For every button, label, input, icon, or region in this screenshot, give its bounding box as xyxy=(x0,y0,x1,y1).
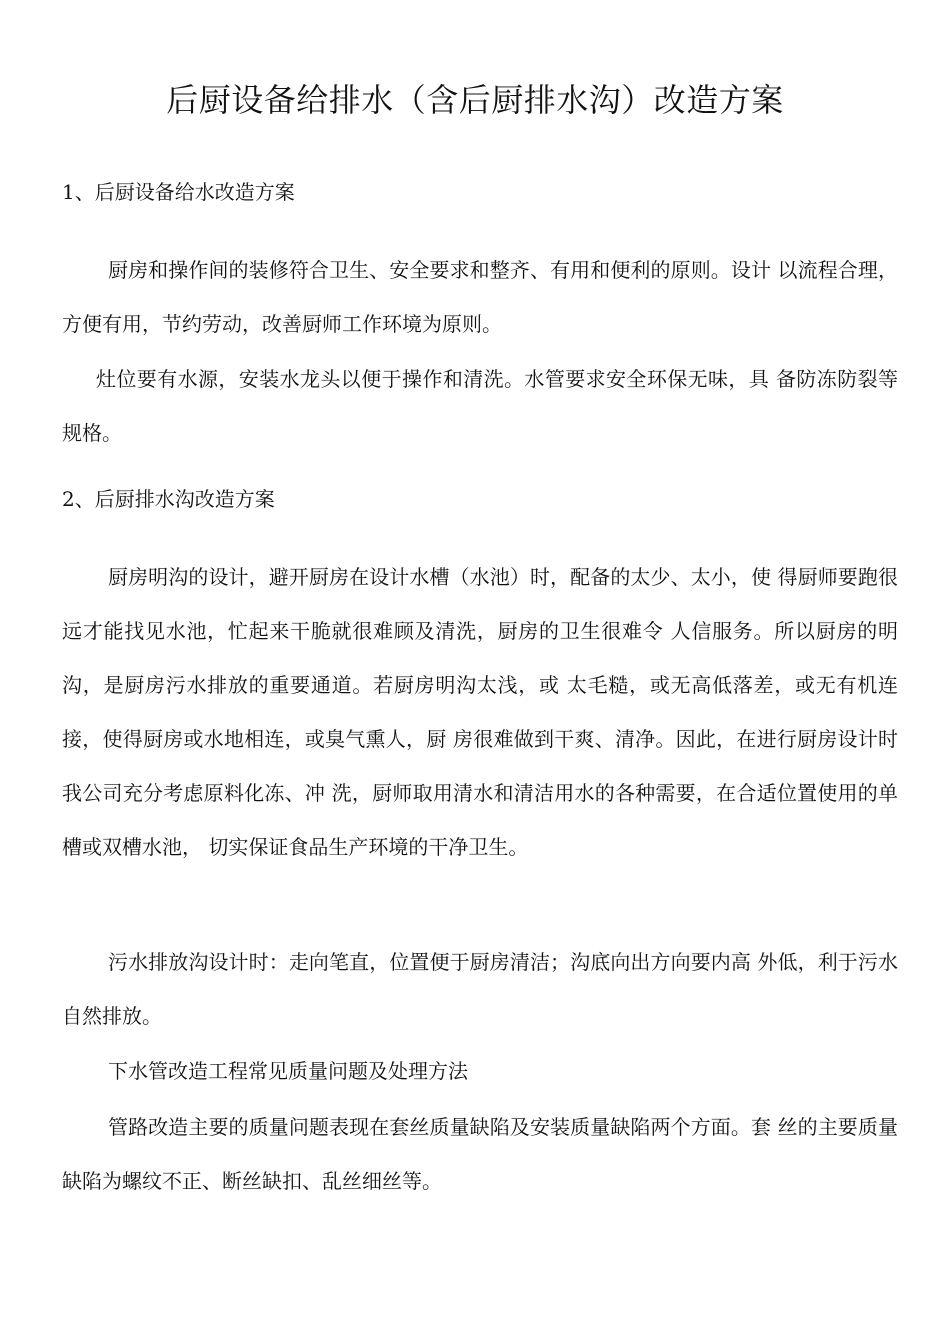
document-title: 后厨设备给排水（含后厨排水沟）改造方案 xyxy=(166,81,784,119)
section-2-paragraph-2: 污水排放沟设计时：走向笔直，位置便于厨房清洁；沟底向出方向要内高 外低，利于污水自然排放。 xyxy=(62,950,898,1028)
section-2-paragraph-1: 厨房明沟的设计，避开厨房在设计水槽（水池）时，配备的太少、太小，使 得厨师要跑很远才能找见水池，忙起来干脆就很难顾及清洗，厨房的卫生很难令 人信服务。所以厨房的明沟，是厨房污水排放的重要通道。若厨房明沟太浅，或 太毛糙，或无高低落差，或无有机连接，使得厨房或水地相连，或臭气熏人，厨 房很难做到干爽、清净。因此，在进行厨房设计时我公司充分考虑原料化冻、冲 洗，厨师取用清水和清洁用水的各种需要，在合适位置使用的单槽或双槽水池， 切实保证食品生产环境的干净卫生。 xyxy=(62,565,898,859)
section-2-subheading: 下水管改造工程常见质量问题及处理方法 xyxy=(108,1059,468,1083)
section-2-paragraph-3: 管路改造主要的质量问题表现在套丝质量缺陷及安装质量缺陷两个方面。套 丝的主要质量缺陷为螺纹不正、断丝缺扣、乱丝细丝等。 xyxy=(62,1115,898,1193)
section-2-heading: 2、后厨排水沟改造方案 xyxy=(62,487,275,511)
section-1-paragraph-1: 厨房和操作间的装修符合卫生、安全要求和整齐、有用和便利的原则。设计 以流程合理，方便有用，节约劳动，改善厨师工作环境为原则。 xyxy=(62,258,898,336)
section-1-paragraph-2: 灶位要有水源，安装水龙头以便于操作和清洗。水管要求安全环保无味，具 备防冻防裂等规格。 xyxy=(62,367,898,445)
section-1-heading: 1、后厨设备给水改造方案 xyxy=(62,180,295,204)
